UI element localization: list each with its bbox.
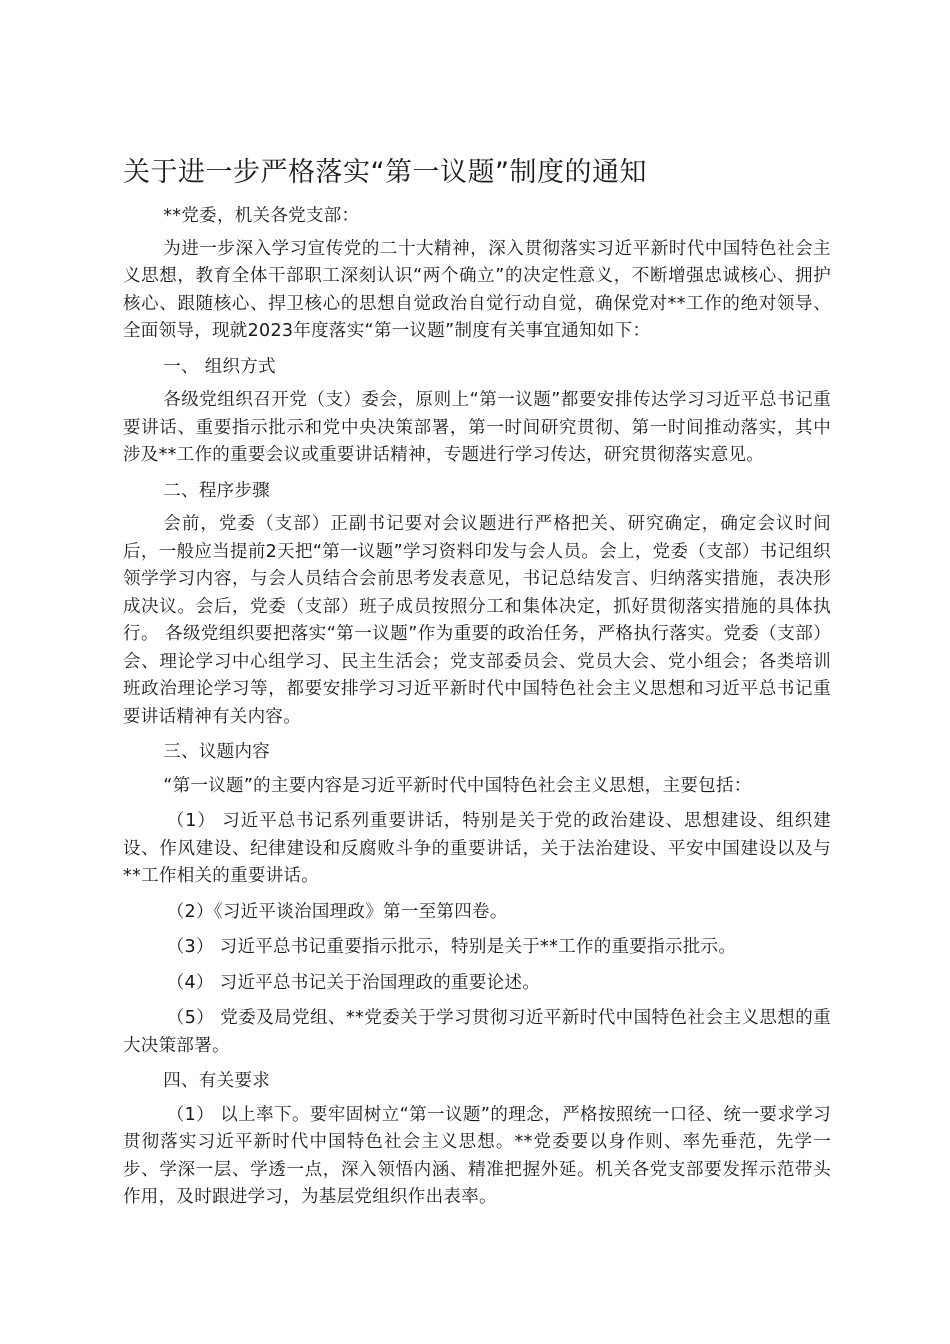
list-item: （1） 以上率下。要牢固树立“第一议题”的理念，严格按照统一口径、统一要求学习贯彻落实习近平新时代中国特色社会主义思想。**党委要以身作则、率先垂范，先学一步、学深一层、学透一点，深入领悟内涵、精准把握外延。机关各党支部要发挥示范带头作用，及时跟进学习，为基层党组织作出表率。 [123, 1104, 831, 1207]
list-item: （2）《习近平谈治国理政》第一至第四卷。 [166, 901, 508, 922]
section-body-procedure: 会前，党委（支部）正副书记要对会议题进行严格把关、研究确定，确定会议时间后，一般应当提前2天把“第一议题”学习资料印发与会人员。会上，党委（支部）书记组织领学学习内容，与会人员结合会前思考发表意见，书记总结发言、归纳落实措施，表决形成决议。会后，党委（支部）班子成员按照分工和集体决定，抓好贯彻落实措施的具体执行。 各级党组织要把落实“第一议题”作为重要的政治任务，严格执行落实。党委（支部）会、理论学习中心组学习、民主生活会；党支部委员会、党员大会、党小组会；各类培训班政治理论学习等，都要安排学习习近平新时代中国特色社会主义思想和习近平总书记重要讲话精神有关内容。 [123, 514, 831, 727]
section-heading-organization: 一、 组织方式 [163, 356, 276, 377]
salutation: **党委，机关各党支部： [163, 206, 360, 226]
section-body-organization: 各级党组织召开党（支）委会，原则上“第一议题”都要安排传达学习习近平总书记重要讲话、重要指示批示和党中央决策部署，第一时间研究贯彻、第一时间推动落实，其中涉及**工作的重要会议或重要讲话精神，专题进行学习传达，研究贯彻落实意见。 [123, 390, 831, 465]
section-heading-requirements: 四、有关要求 [163, 1071, 271, 1091]
list-item: （1） 习近平总书记系列重要讲话，特别是关于党的政治建设、思想建设、组织建设、作风建设、纪律建设和反腐败斗争的重要讲话，关于法治建设、平安中国建设以及与**工作相关的重要讲话。 [123, 811, 831, 886]
list-item: （5） 党委及局党组、**党委关于学习贯彻习近平新时代中国特色社会主义思想的重大决策部署。 [123, 1008, 831, 1056]
section-intro-content: “第一议题”的主要内容是习近平新时代中国特色社会主义思想，主要包括： [163, 775, 752, 796]
list-item: （3） 习近平总书记重要指示批示，特别是关于**工作的重要指示批示。 [166, 937, 737, 957]
list-item: （4） 习近平总书记关于治国理政的重要论述。 [166, 972, 541, 993]
section-heading-content: 三、议题内容 [163, 742, 271, 762]
section-heading-procedure: 二、程序步骤 [163, 480, 271, 501]
intro-paragraph: 为进一步深入学习宣传党的二十大精神，深入贯彻落实习近平新时代中国特色社会主义思想，教育全体干部职工深刻认识“两个确立”的决定性意义，不断增强忠诚核心、拥护核心、跟随核心、捍卫核心的思想自觉政治自觉行动自觉，确保党对**工作的绝对领导、全面领导，现就2023年度落实“第一议题”制度有关事宜通知如下： [123, 238, 831, 341]
document-title: 关于进一步严格落实“第一议题”制度的通知 [123, 157, 647, 188]
document-body [123, 155, 831, 1217]
